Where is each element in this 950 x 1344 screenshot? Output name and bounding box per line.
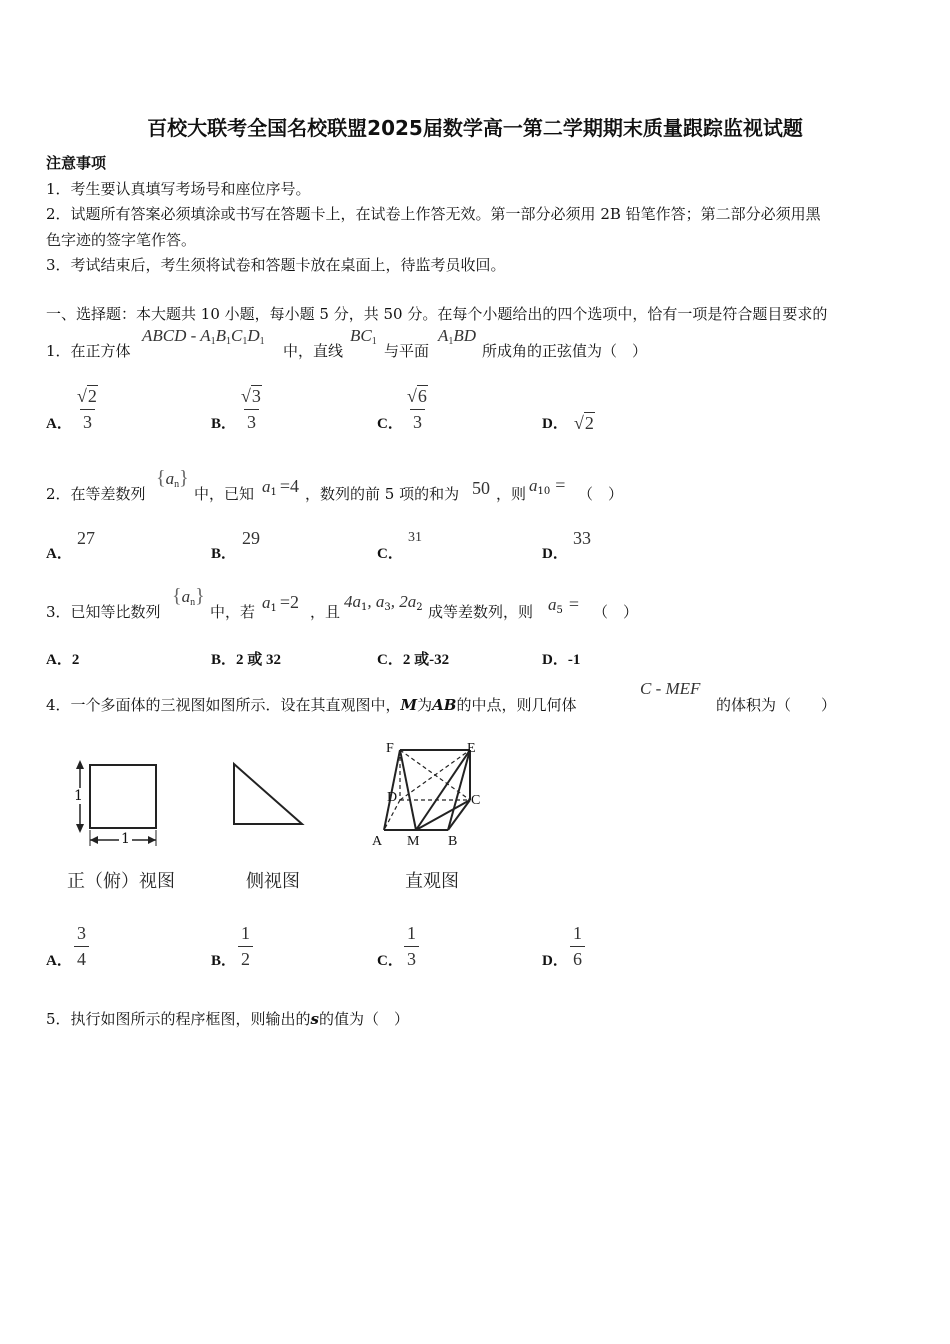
q3-first-term: $a_1 =2$ <box>262 592 300 614</box>
q4-option-d[interactable]: D． <box>542 953 568 969</box>
section-heading: 一、选择题：本大题共 10 小题，每小题 5 分，共 50 分。在每个小题给出的四个选项中，恰有一项是符合题目要求的 <box>46 305 828 323</box>
q1-option-a[interactable]: A． <box>46 416 72 432</box>
q1-option-c-value: $\frac{√6}{3}$ <box>407 386 427 432</box>
q2-text: ，数列的前 5 项的和为 <box>305 485 460 503</box>
q2-text: 中，已知 <box>194 485 255 503</box>
point-label-f: F <box>386 741 394 756</box>
q2-a10: $a_{10}$ = <box>529 475 566 497</box>
q1-option-c[interactable]: C． <box>377 416 403 432</box>
q3-text: 中，若 <box>210 603 256 621</box>
q2-option-c-value: 31 <box>408 530 422 545</box>
notice-item: 色字迹的签字笔作答。 <box>46 231 197 249</box>
q1-option-d[interactable]: D． <box>542 416 568 432</box>
q3-text: 成等差数列，则 <box>428 603 534 621</box>
notice-item: 3．考试结束后，考生须将试卷和答题卡放在桌面上，待监考员收回。 <box>46 256 506 274</box>
q2-option-d[interactable]: D． <box>542 546 568 562</box>
caption-front-view: 正（俯）视图 <box>67 871 175 892</box>
q2-sum: 50 <box>472 478 490 498</box>
q1-text: 1．在正方体 <box>46 342 131 360</box>
point-label-d: D <box>387 790 398 805</box>
notice-item: 1．考生要认真填写考场号和座位序号。 <box>46 180 311 198</box>
q1-line: $BC_1$ <box>350 326 377 347</box>
q1-option-a-value: $\frac{√2}{3}$ <box>77 386 97 432</box>
q2-text: （ ） <box>578 485 624 503</box>
q2-option-b[interactable]: B． <box>211 546 237 562</box>
q2-text: ，则 <box>496 485 527 503</box>
point-label-c: C <box>471 793 481 808</box>
q4-solid: C - MEF <box>640 679 701 698</box>
q1-text: 所成角的正弦值为（ ） <box>482 342 648 360</box>
q2-option-a-value: 27 <box>77 528 95 548</box>
q1-option-b-value: $\frac{√3}{3}$ <box>241 386 261 432</box>
q4-option-b-value: $\frac{1}{2}$ <box>238 923 253 970</box>
q1-text: 与平面 <box>384 342 430 360</box>
q1-option-d-value: √2 <box>574 413 594 433</box>
q1-cube-name: ABCD - $A_1B_1C_1D_1$ <box>142 326 265 347</box>
q2-option-c[interactable]: C． <box>377 546 403 562</box>
q3-terms: $4a_1$, $a_3$, $2a_2$ <box>344 592 423 613</box>
page-title: 百校大联考全国名校联盟2025届数学高一第二学期期末质量跟踪监视试题 <box>147 116 803 140</box>
q3-text: 3．已知等比数列 <box>46 603 161 621</box>
q3-option-d[interactable]: D．-1 <box>542 652 581 668</box>
q3-option-b[interactable]: B．2 或 32 <box>211 652 282 668</box>
q3-option-c[interactable]: C．2 或-32 <box>377 652 450 668</box>
q2-option-b-value: 29 <box>242 528 260 548</box>
q4-option-b[interactable]: B． <box>211 953 237 969</box>
q1-text: 中，直线 <box>283 342 344 360</box>
q4-option-c[interactable]: C． <box>377 953 403 969</box>
point-label-m: M <box>407 834 420 849</box>
q5-text: 5．执行如图所示的程序框图，则输出的s的值为（ ） <box>46 1010 410 1028</box>
q4-text: 4．一个多面体的三视图如图所示．设在其直观图中，M为AB的中点，则几何体 <box>46 696 577 714</box>
notice-item: 2．试题所有答案必须填涂或书写在答题卡上，在试卷上作答无效。第一部分必须用 2B 铅笔作答；第二部分必须用黑 <box>46 205 821 223</box>
side-view-figure <box>228 758 308 830</box>
q3-text: ，且 <box>310 603 341 621</box>
caption-side-view: 侧视图 <box>246 871 300 892</box>
q2-option-a[interactable]: A． <box>46 546 72 562</box>
q1-option-b[interactable]: B． <box>211 416 237 432</box>
q3-option-a[interactable]: A．2 <box>46 652 80 668</box>
q3-a5: $a_5$ = <box>548 594 580 616</box>
caption-solid-view: 直观图 <box>405 871 459 892</box>
point-label-a: A <box>372 834 383 849</box>
point-label-b: B <box>448 834 458 849</box>
q3-text: （ ） <box>593 603 639 621</box>
q4-text: 的体积为（ ） <box>716 696 837 714</box>
notice-heading: 注意事项 <box>46 154 107 172</box>
q2-text: 2．在等差数列 <box>46 485 146 503</box>
q2-sequence: $\{a_n\}$ <box>156 467 189 490</box>
q4-option-a[interactable]: A． <box>46 953 72 969</box>
dim-label-width: 1 <box>121 831 130 847</box>
q4-option-a-value: $\frac{3}{4}$ <box>74 923 89 970</box>
q4-option-d-value: $\frac{1}{6}$ <box>570 923 585 970</box>
point-label-e: E <box>467 741 476 756</box>
q2-option-d-value: 33 <box>573 528 591 548</box>
q3-sequence: $\{a_n\}$ <box>172 585 205 608</box>
q4-option-c-value: $\frac{1}{3}$ <box>404 923 419 970</box>
dim-label-height: 1 <box>74 788 83 804</box>
q1-plane: $A_1BD$ <box>438 326 477 347</box>
q2-first-term: $a_1 =4$ <box>262 476 300 498</box>
